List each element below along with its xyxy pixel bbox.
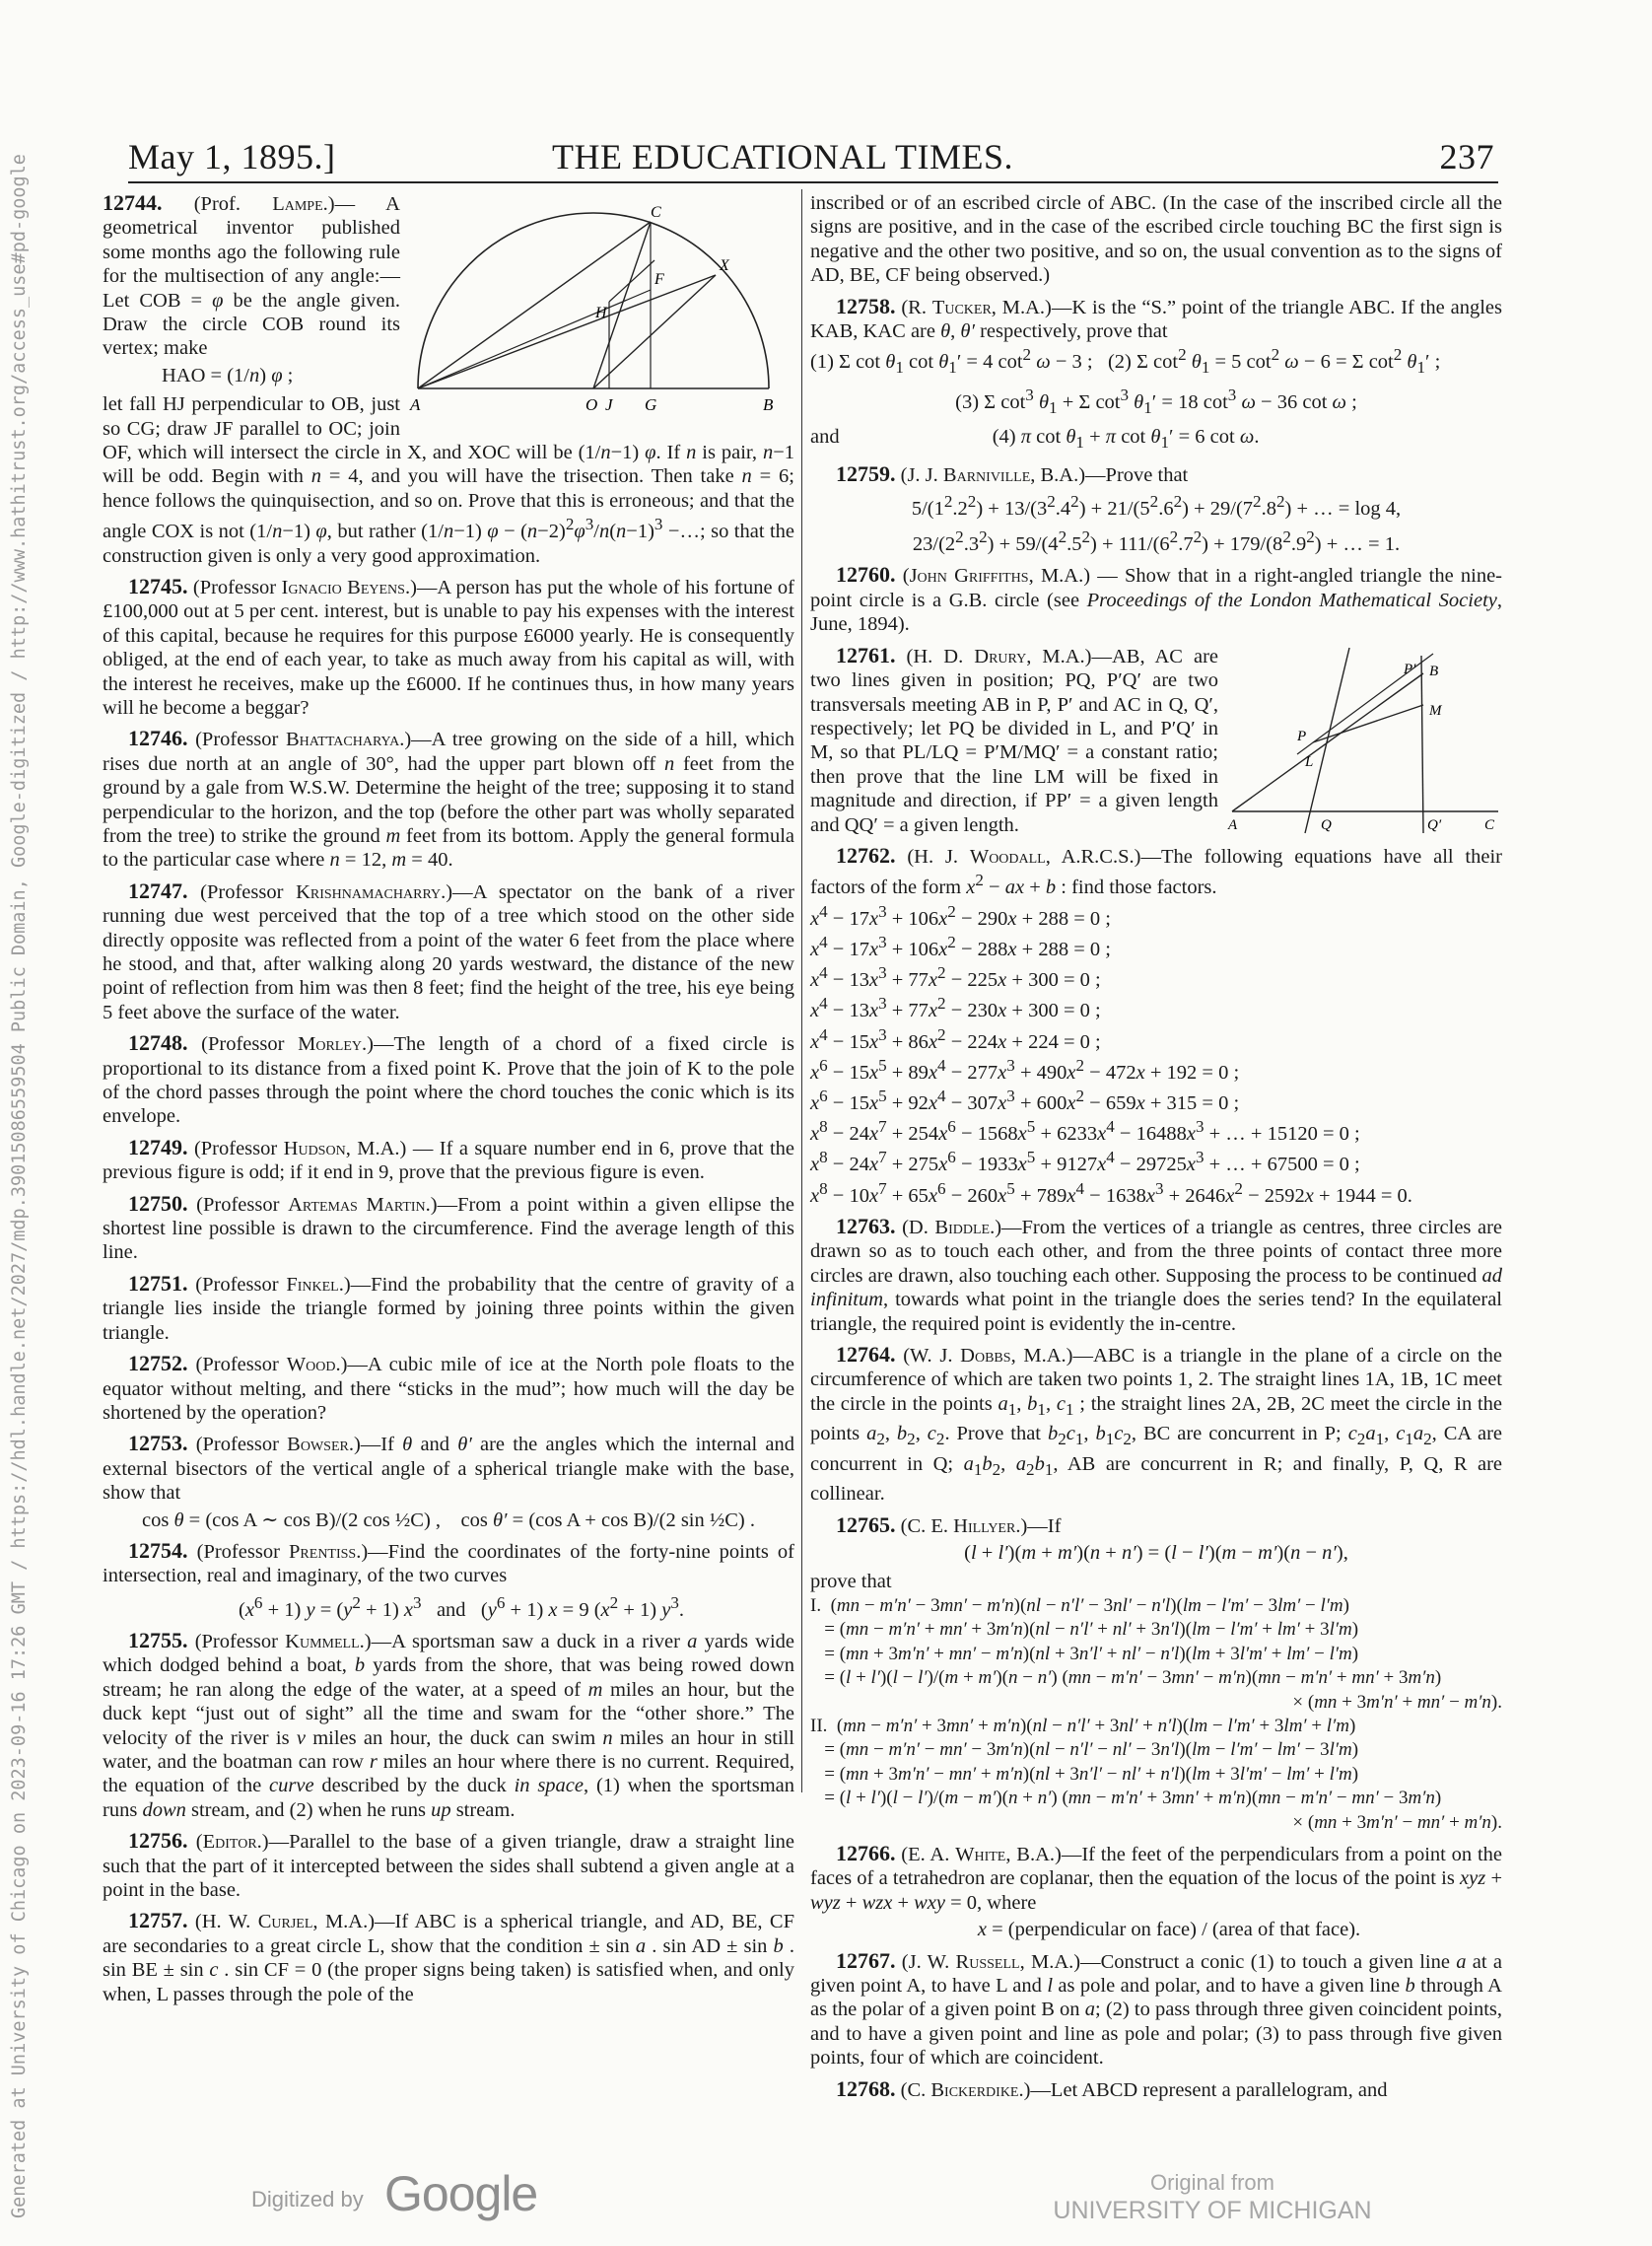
problem-12754: 12754. (Professor Prentiss.)—Find the coordinates of the forty-nine points of intersection, real and imaginary, of the two curves $(x^6 + 1) y = (y^2 + 1)$ $x^3$ and $(y^6 + 1) x = 9$ $(x^2 + 1)$ $y^3$. [103,1537,795,1621]
problem-12763: 12763. (D. Biddle.)—From the vertices of a triangle as centres, three circles are drawn so as to touch each other, and from the three points of contact three more circles are drawn, also touching each other. Supposing the process to be continued ad infinitum, towards what point in the triangle does the series tend? In the equilateral triangle, the required point is evidently the in-centre. [810,1213,1502,1335]
right-column [810,191,1502,2109]
problem-12757-continued: inscribed or of an escribed circle of ABC. (In the case of the inscribed circle all the signs are positive, and in the case of the escribed circle touching BC the first sign is negative and the other two positive, and so on, the usual convention as to the signs of AD, BE, CF being observed.) [810,192,1502,287]
fig2-label-l: L [1305,753,1314,770]
fig2-label-q: Q [1321,816,1332,833]
problem-12758: 12758. (R. Tucker, M.A.)—K is the “S.” point of the triangle ABC. If the angles KAB, KAC are θ, θ′ respectively, prove that (1) Σ $\cot \theta_1$ $\cot \theta_1' = 4$ $\cot^2 \omega - 3$ ; (2) Σ $\cot^2 \theta_1 = 5$ $\cot^2 \omega - 6 = \Sigma$ $\cot^2 \theta_1'$ ; (3) Σ $\cot^3 \theta_1 + \Sigma$ $\cot^3 \theta_1' = 18$ $\cot^3 \omega - 36$ cot ω ; and (4) π $\cot \theta_1 + \pi$ $\cot \theta_1' = 6$ cot ω. [810,293,1502,453]
header-page-number: 237 [1439,137,1494,176]
problem-12749: 12749. (Professor Hudson, M.A.) — If a square number end in 6, prove that the previous figure is odd; if it end in 9, prove that the previous figure is even. [103,1134,794,1184]
fig2-label-q1: Q′ [1427,816,1442,833]
problem-12753: 12753. (Professor Bowser.)—If θ and θ′ are the angles which the internal and external bisectors of the vertical angle of a spherical triangle make with the base, show that cos θ = (cos A ∼ cos B)/(2 cos ½C) , cos θ′ = (cos A + cos B)/(2 sin ½C) . [103,1431,795,1531]
problem-12765: 12765. (C. E. Hillyer.)—If (l + l′)(m + m′)(n + n′) = (l − l′)(m − m′)(n − n′), prove that I. (mn − m′n′ − 3mn′ − m′n)(nl − n′l′ − 3nl′ − n′l)(lm − l′m′ − 3lm′ − l′m) = (mn − m′n′ + mn′ + 3m′n)(nl − n′l′ + nl′ + 3n′l)(lm − l′m′ + lm′ + 3l′m) = (mn + 3m′n′ + mn′ − m′n)(nl + 3n′l′ + nl′ − n′l)(lm + 3l′m′ + lm′ − l′m) = (l + l′)(l − l′)/(m + m′)(n − n′) (mn − m′n′ − 3mn′ − m′n)(mn − m′n′ + mn′ + 3m′n) × (mn + 3m′n′ + mn′ − m′n). II. (mn − m′n′ + 3mn′ + m′n)(nl − n′l′ + 3nl′ + n′l)(lm − l′m′ + 3lm′ + l′m) = (mn − m′n′ − mn′ − 3m′n)(nl − n′l′ − nl′ − 3n′l)(lm − l′m′ − lm′ − 3l′m) = (mn + 3m′n′ − mn′ + m′n)(nl + 3n′l′ − nl′ + n′l)(lm + 3l′m′ − lm′ + l′m) = (l + l′)(l − l′)/(m − m′)(n + n′) (mn − m′n′ + 3mn′ + m′n)(mn − m′n′ − mn′ − 3m′n) × (mn + 3m′n′ − mn′ + m′n). [810,1511,1502,1833]
problem-12750: 12750. (Professor Artemas Martin.)—From a point within a given ellipse the shortest line possible is drawn to the circumference. Find the average length of this line. [103,1190,794,1264]
header-date: May 1, 1895.] [128,137,336,176]
problem-12747: 12747. (Professor Krishnamacharry.)—A spectator on the bank of a river running due west perceived that the top of a tree which stood on the other side directly opposite was reflected from a point of the water 6 feet from the place where he stood, and that, after walking along 20 yards westward, the distance of the new point of reflection from him was then 8 feet; find the height of the tree, his eye being 5 feet above the surface of the water. [103,877,795,1023]
problem-12755: 12755. (Professor Kummell.)—A sportsman saw a duck in a river a yards wide which dodged behind a boat, b yards from the shore, that was being rowed down stream; he ran along the edge of the water, at a speed of m miles an hour, but the duck kept “just out of sight” all the time and swam for the “other shore.” The velocity of the river is v miles an hour, the duck can swim n miles an hour in still water, and the boatman can row r miles an hour where there is no current. Required, the equation of the curve described by the duck in space, (1) when the sportsman runs down stream, and (2) when he runs up stream. [103,1628,795,1821]
column-divider [801,189,802,1792]
google-logo: Google [384,2166,538,2221]
page-header [128,136,1498,181]
problem-12757: 12757. (H. W. Curjel, M.A.)—If ABC is a spherical triangle, and AD, BE, CF are secondaries to a great circle L, show that the condition ± sin a . sin AD ± sin b . sin BE ± sin c . sin CF = 0 (the proper signs being taken) is satisfied when, and only when, L passes through the pole of the [103,1908,794,2005]
original-from-label [1045,2169,1380,2224]
fig1-label-g: G [645,395,657,414]
fig1-label-j: J [605,395,613,414]
fig1-label-o: O [585,395,598,414]
fig2-label-a: A [1228,816,1238,833]
fig2-label-p1: P′ [1404,661,1416,677]
fig1-label-f: F [654,271,664,288]
fig1-label-x: X [720,257,729,274]
problem-12751: 12751. (Professor Finkel.)—Find the probability that the centre of gravity of a triangle lies inside the triangle formed by joining three points within the given triangle. [103,1270,794,1344]
problem-12756: 12756. (Editor.)—Parallel to the base of a given triangle, draw a straight line such that the part of it intercepted between the sides shall subtend a given angle at a point in the base. [103,1828,794,1902]
fig1-label-a: A [410,395,421,414]
figure-transversals [1226,646,1502,835]
fig2-label-p: P [1297,728,1307,744]
header-rule [128,181,1498,183]
fig2-label-c: C [1484,816,1495,833]
problem-12752: 12752. (Professor Wood.)—A cubic mile of ice at the North pole floats to the equator without melting, and there “sticks in the mud”; how much will the day be shortened by the operation? [103,1351,795,1424]
fig2-label-m: M [1429,702,1442,719]
problem-12744: C X F H A O J G B 12744. (Prof. Lampe.)— A geometrical inventor published some months ago the following rule for the multisection of any angle:—Let COB = φ be the angle given. Draw the circle COB round its vertex; make HAO = (1/n) φ ; let fall HJ perpendicular to OB, just so CG; draw JF parallel to OC; join OF, which will intersect the circle in X, and XOC will be (1/n−1) φ. If n is pair, n−1 will be odd. Begin with n = 4, and you will have the trisection. Then take n = 6; hence follows the quinquisection, and so on. Prove that this is erroneous; and that the angle COX is not (1/n−1) φ, but rather (1/n−1) $\varphi - (n-2)^2\varphi^3/n(n-1)^3$ −…; so that the construction given is only a very good approximation. [103,190,794,567]
problem-12745: 12745. (Professor Ignacio Beyens.)—A person has put the whole of his fortune of £100,000 out at 5 per cent. interest, but is unable to pay his expenses with the interest of this capital, because he requires for this purpose £6000 yearly. He is consequently obliged, at the end of each year, to take as much away from his capital as will, with the interest he receives, make up the £6000. If he continues thus, in how many years will he become a beggar? [103,573,795,719]
problem-12746: 12746. (Professor Bhattacharya.)—A tree growing on the side of a hill, which rises due north at an angle of 30°, had the upper part blown off n feet from the ground by a gale from W.S.W. Determine the height of the tree; supposing it to stand perpendicular to the horizon, and the top (before the other part was wholly separated from the tree) to strike the ground m feet from its bottom. Apply the general formula to the particular case where n = 12, m = 40. [103,726,794,872]
original-from-line: Original from [1150,2170,1274,2195]
university-line: UNIVERSITY OF MICHIGAN [1053,2197,1372,2224]
problem-12768: 12768. (C. Bickerdike.)—Let ABCD represent a parallelogram, and [836,2075,1388,2101]
fig1-label-h: H [595,305,607,321]
problem-12764: 12764. (W. J. Dobbs, M.A.)—ABC is a triangle in the plane of a circle on the circumference of which are taken two points 1, 2. The straight lines 1A, 1B, 1C meet the circle in the points $a_1$, $b_1$, $c_1$ ; the straight lines 2A, 2B, 2C meet the circle in the points $a_2$, $b_2$, $c_2$. Prove that $b_2c_1$, $b_1c_2$, BC are concurrent in P; $c_2a_1$, $c_1a_2$, CA are concurrent in Q; $a_1b_2$, $a_2b_1$, AB are concurrent in R; and finally, P, Q, R are collinear. [810,1341,1503,1506]
fig1-label-c: C [651,204,661,221]
problem-12761: P′ B M P L A Q Q′ C 12761. (H. D. Drury, M.A.)—AB, AC are two lines given in position; PQ, P′Q′ are two transversals meeting AB in P, P′ and AC in Q, Q′, respectively; let PQ be divided in L, and P′Q′ in M, so that PL/LQ = P′M/MQ′ = a constant ratio; then prove that the line LM will be fixed in magnitude and direction, if PP′ = a given length and QQ′ = a given length. [810,644,1502,837]
problem-12767: 12767. (J. W. Russell, M.A.)—Construct a conic (1) to touch a given line a at a given point A, to have L and l as pole and polar, and to have a given line b through A as the polar of a given point B on a; (2) to pass through three given coincident points, and to have a given point and line as pole and polar; (3) to pass through five given points, four of which are coincident. [810,1947,1503,2070]
problem-12762: 12762. (H. J. Woodall, A.R.C.S.)—The following equations have all their factors of the form $x^2$ − ax + b : find those factors. $x^4 - 17x^3 + 106x^2 - 290x + 288 = 0$ ; $x^4 - 17x^3 + 106x^2 - 288x + 288 = 0$ ; $x^4 - 13x^3 + 77x^2 - 225x + 300 = 0$ ; $x^4 - 13x^3 + 77x^2 - 230x + 300 = 0$ ; $x^4 - 15x^3 + 86x^2 - 224x + 224 = 0$ ; $x^6 - 15x^5 + 89x^4 - 277x^3 + 490x^2 - 472x + 192 = 0$ ; $x^6 - 15x^5 + 92x^4 - 307x^3 + 600x^2 - 659x + 315 = 0$ ; $x^8 - 24x^7 + 254x^6 - 1568x^5 + 6233x^4 - 16488x^3$ + … + 15120 = 0 ; $x^8 - 24x^7 + 275x^6 - 1933x^5 + 9127x^4 - 29725x^3$ + … + 67500 = 0 ; $x^8 - 10x^7 + 65x^6 - 260x^5 + 789x^4 - 1638x^3 + 2646x^2 - 2592x + 1944 = 0$. [810,842,1502,1207]
fig1-label-b: B [763,395,774,414]
fig2-label-b: B [1429,663,1439,679]
figure-trisection [408,191,794,418]
hathitrust-sidebar: Generated at University of Chicago on 2023-09-16 17:26 GMT / https://hdl.handle.net/2027/mdp.39015086559504 Public Domain, Google-digitized / http://www.hathitrust.org/access_use#pd-google [9,154,30,2218]
header-title: THE EDUCATIONAL TIMES. [552,137,1013,176]
problem-12748: 12748. (Professor Morley.)—The length of a chord of a fixed circle is proportional to its distance from a fixed point K. Prove that the join of K to the pole of the chord passes through the point where the chord touches the conic which is its envelope. [103,1030,794,1128]
left-column [103,191,794,2013]
digitized-by-label: Digitized by [251,2187,364,2211]
problem-12759: 12759. (J. J. Barniville, B.A.)—Prove that $5/(1^2.2^2) + 13/(3^2.4^2) + 21/(5^2.6^2) + 29/(7^2.8^2)$ + … = log 4, $23/(2^2.3^2) + 59/(4^2.5^2) + 111/(6^2.7^2) + 179/(8^2.9^2)$ + … = 1. [836,460,1402,556]
problem-12766: 12766. (E. A. White, B.A.)—If the feet of the perpendiculars from a point on the faces of a tetrahedron are coplanar, then the equation of the locus of the point is xyz + wyz + wzx + wxy = 0, where x = (perpendicular on face) / (area of that face). [810,1840,1502,1941]
problem-12760: 12760. (John Griffiths, M.A.) — Show that in a right-angled triangle the nine-point circle is a G.B. circle (see Proceedings of the London Mathematical Society, June, 1894). [810,562,1503,636]
